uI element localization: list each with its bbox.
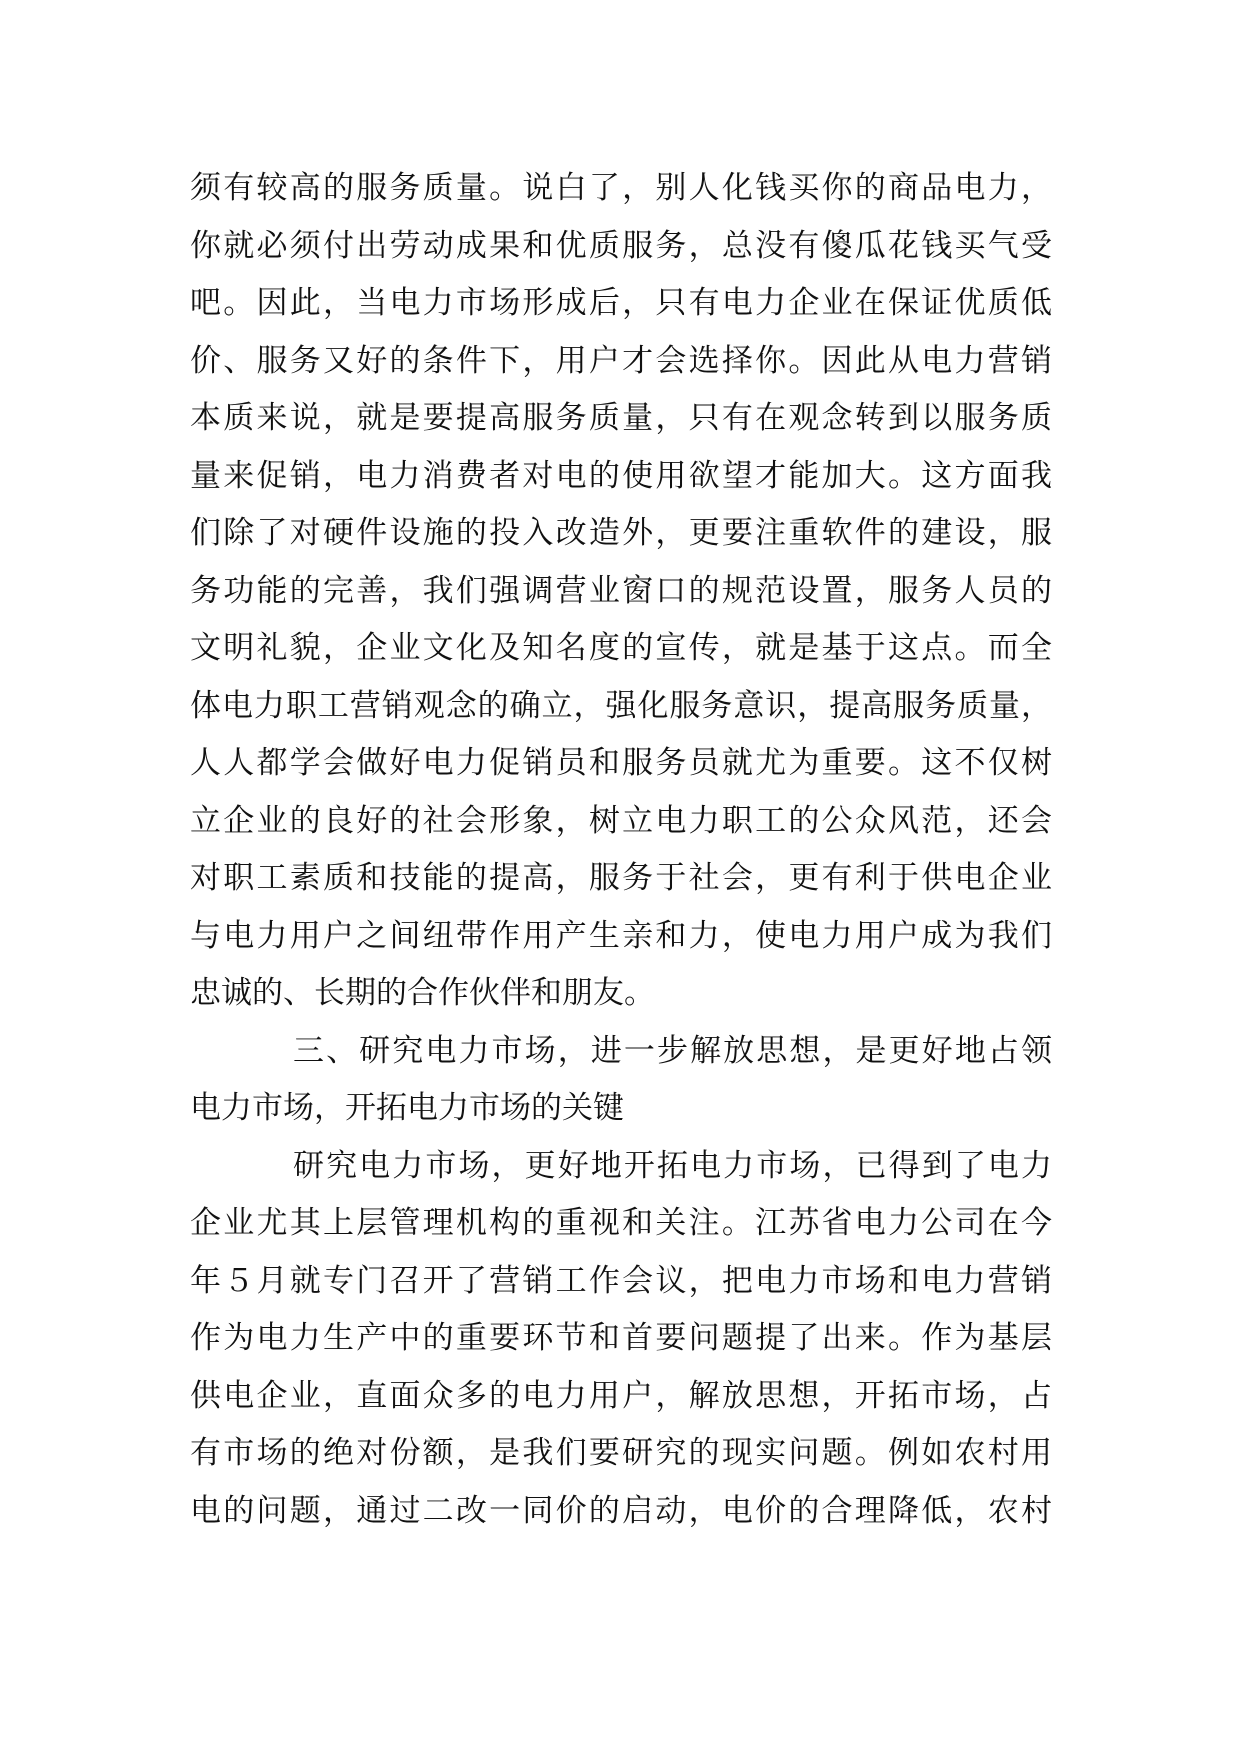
text-line: 量来促销，电力消费者对电的使用欲望才能加大。这方面我 bbox=[190, 457, 1052, 494]
body-text bbox=[190, 160, 1052, 1540]
text-line: 企业尤其上层管理机构的重视和关注。江苏省电力公司在今 bbox=[190, 1205, 1052, 1241]
text-line: 人人都学会做好电力促销员和服务员就尤为重要。这不仅树 bbox=[190, 745, 1052, 781]
paragraph-start-line: 研究电力市场，更好地开拓电力市场，已得到了电力 bbox=[293, 1147, 1052, 1184]
text-line: 年５月就专门召开了营销工作会议，把电力市场和电力营销 bbox=[190, 1262, 1052, 1299]
text-line: 作为电力生产中的重要环节和首要问题提了出来。作为基层 bbox=[190, 1320, 1052, 1356]
text-line: 立企业的良好的社会形象，树立电力职工的公众风范，还会 bbox=[190, 802, 1052, 839]
text-line: 有市场的绝对份额，是我们要研究的现实问题。例如农村用 bbox=[190, 1435, 1052, 1471]
paragraph-end-line: 忠诚的、长期的合作伙伴和朋友。 bbox=[190, 975, 655, 1011]
text-line: 们除了对硬件设施的投入改造外，更要注重软件的建设，服 bbox=[190, 515, 1052, 551]
text-line: 本质来说，就是要提高服务质量，只有在观念转到以服务质 bbox=[190, 400, 1052, 436]
text-line: 供电企业，直面众多的电力用户，解放思想，开拓市场，占 bbox=[190, 1377, 1052, 1414]
text-line: 须有较高的服务质量。说白了，别人化钱买你的商品电力， bbox=[190, 170, 1052, 206]
text-line: 你就必须付出劳动成果和优质服务，总没有傻瓜花钱买气受 bbox=[190, 227, 1052, 264]
text-line: 价、服务又好的条件下，用户才会选择你。因此从电力营销 bbox=[190, 342, 1052, 379]
text-line: 对职工素质和技能的提高，服务于社会，更有利于供电企业 bbox=[190, 860, 1052, 896]
text-line: 电的问题，通过二改一同价的启动，电价的合理降低，农村 bbox=[190, 1492, 1052, 1529]
text-line: 务功能的完善，我们强调营业窗口的规范设置，服务人员的 bbox=[190, 572, 1052, 609]
text-line: 文明礼貌，企业文化及知名度的宣传，就是基于这点。而全 bbox=[190, 630, 1052, 666]
section-heading-line: 三、研究电力市场，进一步解放思想，是更好地占领 bbox=[293, 1032, 1052, 1069]
text-line: 吧。因此，当电力市场形成后，只有电力企业在保证优质低 bbox=[190, 285, 1052, 321]
text-line: 与电力用户之间纽带作用产生亲和力，使电力用户成为我们 bbox=[190, 917, 1052, 954]
section-heading-end-line: 电力市场，开拓电力市场的关键 bbox=[190, 1090, 624, 1126]
text-line: 体电力职工营销观念的确立，强化服务意识，提高服务质量， bbox=[190, 687, 1052, 724]
